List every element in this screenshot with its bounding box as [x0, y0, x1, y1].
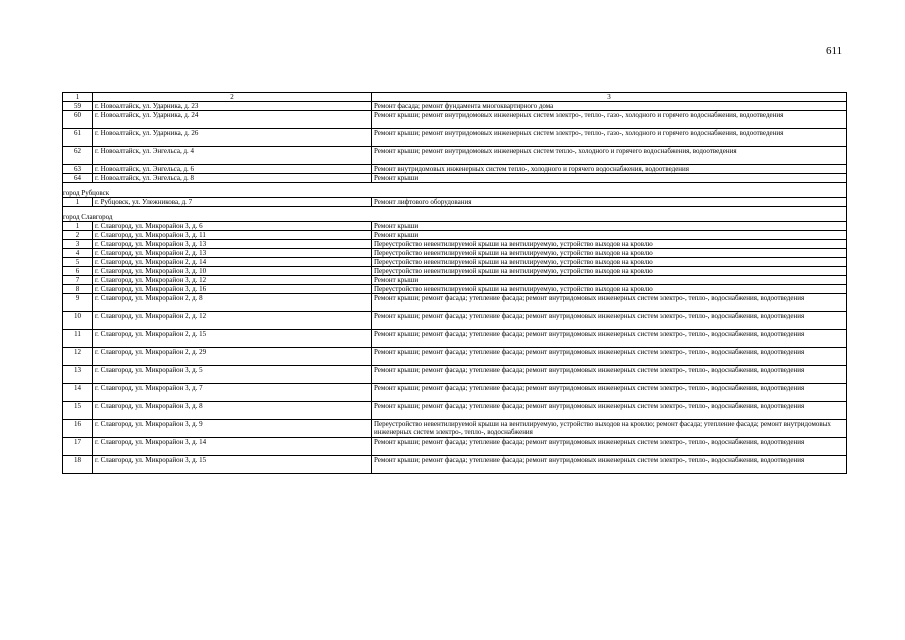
work-type-cell: Ремонт фасада; ремонт фундамента многоквартирного дома	[372, 102, 847, 111]
work-type-cell: Ремонт крыши; ремонт внутридомовых инженерных систем электро-, тепло-, газо-, холодного и горячего водоснабжения, водоотведения	[372, 111, 847, 129]
table-row	[63, 267, 847, 276]
row-number-cell: 17	[63, 438, 93, 456]
row-number-cell: 59	[63, 102, 93, 111]
address-cell: г. Славгород, ул. Микрорайон 3, д. 11	[93, 231, 372, 240]
work-type-cell: Ремонт крыши; ремонт фасада; утепление фасада; ремонт внутридомовых инженерных систем электро-, тепло-, водоснабжения, водоотведения	[372, 348, 847, 366]
table-row	[63, 456, 847, 474]
row-number-cell: 3	[63, 240, 93, 249]
table-row	[63, 111, 847, 129]
row-number-cell: 4	[63, 249, 93, 258]
table-row	[63, 102, 847, 111]
column-number: 2	[93, 93, 372, 102]
table-row	[63, 330, 847, 348]
table-row	[63, 312, 847, 330]
row-number-cell: 14	[63, 384, 93, 402]
work-type-cell: Переустройство невентилируемой крыши на вентилируемую, устройство выходов на кровлю	[372, 249, 847, 258]
table-row	[63, 285, 847, 294]
work-type-cell: Ремонт крыши; ремонт фасада; утепление фасада; ремонт внутридомовых инженерных систем электро-, тепло-, водоснабжения, водоотведения	[372, 312, 847, 330]
work-type-cell: Переустройство невентилируемой крыши на вентилируемую, устройство выходов на кровлю	[372, 267, 847, 276]
table-row	[63, 129, 847, 147]
table-row	[63, 348, 847, 366]
table-row	[63, 231, 847, 240]
work-type-cell: Ремонт крыши; ремонт фасада; утепление фасада; ремонт внутридомовых инженерных систем электро-, тепло-, водоснабжения, водоотведения	[372, 384, 847, 402]
work-type-cell: Ремонт крыши; ремонт внутридомовых инженерных систем электро-, тепло-, газо-, холодного и горячего водоснабжения, водоотведения	[372, 129, 847, 147]
address-cell: г. Новоалтайск, ул. Ударника, д. 26	[93, 129, 372, 147]
row-number-cell: 12	[63, 348, 93, 366]
work-type-cell: Ремонт лифтового оборудования	[372, 198, 847, 207]
address-cell: г. Новоалтайск, ул. Энгельса, д. 6	[93, 165, 372, 174]
address-cell: г. Славгород, ул. Микрорайон 3, д. 16	[93, 285, 372, 294]
address-cell: г. Новоалтайск, ул. Ударника, д. 24	[93, 111, 372, 129]
work-type-cell: Переустройство невентилируемой крыши на вентилируемую, устройство выходов на кровлю	[372, 240, 847, 249]
table-row	[63, 222, 847, 231]
table-row	[63, 420, 847, 438]
table-row	[63, 402, 847, 420]
address-cell: г. Новоалтайск, ул. Энгельса, д. 8	[93, 174, 372, 183]
row-number-cell: 16	[63, 420, 93, 438]
table-row	[63, 258, 847, 267]
row-number-cell: 18	[63, 456, 93, 474]
address-cell: г. Славгород, ул. Микрорайон 2, д. 12	[93, 312, 372, 330]
address-cell: г. Славгород, ул. Микрорайон 3, д. 7	[93, 384, 372, 402]
address-cell: г. Славгород, ул. Микрорайон 2, д. 15	[93, 330, 372, 348]
section-heading: город Славгород	[63, 207, 847, 222]
work-type-cell: Ремонт внутридомовых инженерных систем тепло-, холодного и горячего водоснабжения, водоотведения	[372, 165, 847, 174]
table-row	[63, 384, 847, 402]
row-number-cell: 11	[63, 330, 93, 348]
work-type-cell: Ремонт крыши; ремонт фасада; утепление фасада; ремонт внутридомовых инженерных систем электро-, тепло-, водоснабжения, водоотведения	[372, 438, 847, 456]
address-cell: г. Славгород, ул. Микрорайон 3, д. 9	[93, 420, 372, 438]
address-cell: г. Новоалтайск, ул. Ударника, д. 23	[93, 102, 372, 111]
row-number-cell: 63	[63, 165, 93, 174]
address-cell: г. Славгород, ул. Микрорайон 3, д. 5	[93, 366, 372, 384]
column-number: 1	[63, 93, 93, 102]
address-cell: г. Новоалтайск, ул. Энгельса, д. 4	[93, 147, 372, 165]
work-type-cell: Ремонт крыши; ремонт фасада; утепление фасада; ремонт внутридомовых инженерных систем электро-, тепло-, водоснабжения, водоотведения	[372, 330, 847, 348]
work-type-cell: Переустройство невентилируемой крыши на вентилируемую, устройство выходов на кровлю	[372, 258, 847, 267]
row-number-cell: 62	[63, 147, 93, 165]
work-type-cell: Ремонт крыши; ремонт внутридомовых инженерных систем тепло-, холодного и горячего водоснабжения, водоотведения	[372, 147, 847, 165]
column-number-row	[63, 93, 847, 102]
table-row	[63, 198, 847, 207]
row-number-cell: 8	[63, 285, 93, 294]
row-number-cell: 1	[63, 198, 93, 207]
section-heading-row	[63, 183, 847, 198]
row-number-cell: 2	[63, 231, 93, 240]
work-type-cell: Переустройство невентилируемой крыши на вентилируемую, устройство выходов на кровлю	[372, 285, 847, 294]
address-cell: г. Славгород, ул. Микрорайон 3, д. 6	[93, 222, 372, 231]
table-row	[63, 366, 847, 384]
row-number-cell: 1	[63, 222, 93, 231]
address-cell: г. Славгород, ул. Микрорайон 2, д. 14	[93, 258, 372, 267]
work-type-cell: Переустройство невентилируемой крыши на вентилируемую, устройство выходов на кровлю; ремонт фасада; утепление фасада; ремонт внутридомовых инженерных систем электро-, тепло-, водоснабжения	[372, 420, 847, 438]
work-type-cell: Ремонт крыши; ремонт фасада; утепление фасада; ремонт внутридомовых инженерных систем электро-, тепло-, водоснабжения, водоотведения	[372, 456, 847, 474]
address-cell: г. Славгород, ул. Микрорайон 3, д. 13	[93, 240, 372, 249]
address-cell: г. Славгород, ул. Микрорайон 3, д. 8	[93, 402, 372, 420]
table-row	[63, 147, 847, 165]
work-type-cell: Ремонт крыши; ремонт фасада; утепление фасада; ремонт внутридомовых инженерных систем электро-, тепло-, водоснабжения, водоотведения	[372, 294, 847, 312]
table-row	[63, 240, 847, 249]
page-number: 611	[826, 45, 843, 57]
row-number-cell: 5	[63, 258, 93, 267]
section-heading: город Рубцовск	[63, 183, 847, 198]
address-cell: г. Славгород, ул. Микрорайон 3, д. 14	[93, 438, 372, 456]
column-number: 3	[372, 93, 847, 102]
table-row	[63, 276, 847, 285]
table-row	[63, 174, 847, 183]
table-row	[63, 438, 847, 456]
work-type-cell: Ремонт крыши; ремонт фасада; утепление фасада; ремонт внутридомовых инженерных систем электро-, тепло-, водоснабжения, водоотведения	[372, 402, 847, 420]
row-number-cell: 15	[63, 402, 93, 420]
work-type-cell: Ремонт крыши; ремонт фасада; утепление фасада; ремонт внутридомовых инженерных систем электро-, тепло-, водоснабжения, водоотведения	[372, 366, 847, 384]
row-number-cell: 10	[63, 312, 93, 330]
row-number-cell: 6	[63, 267, 93, 276]
address-cell: г. Славгород, ул. Микрорайон 3, д. 15	[93, 456, 372, 474]
work-type-cell: Ремонт крыши	[372, 231, 847, 240]
housing-repair-table	[62, 92, 847, 474]
row-number-cell: 61	[63, 129, 93, 147]
table-row	[63, 294, 847, 312]
work-type-cell: Ремонт крыши	[372, 276, 847, 285]
row-number-cell: 60	[63, 111, 93, 129]
work-type-cell: Ремонт крыши	[372, 222, 847, 231]
address-cell: г. Славгород, ул. Микрорайон 3, д. 10	[93, 267, 372, 276]
address-cell: г. Славгород, ул. Микрорайон 2, д. 13	[93, 249, 372, 258]
table-row	[63, 165, 847, 174]
table-body	[63, 93, 847, 474]
row-number-cell: 64	[63, 174, 93, 183]
table-row	[63, 249, 847, 258]
row-number-cell: 9	[63, 294, 93, 312]
row-number-cell: 13	[63, 366, 93, 384]
address-cell: г. Славгород, ул. Микрорайон 2, д. 29	[93, 348, 372, 366]
row-number-cell: 7	[63, 276, 93, 285]
address-cell: г. Рубцовск, ул. Улежникова, д. 7	[93, 198, 372, 207]
address-cell: г. Славгород, ул. Микрорайон 3, д. 12	[93, 276, 372, 285]
address-cell: г. Славгород, ул. Микрорайон 2, д. 8	[93, 294, 372, 312]
section-heading-row	[63, 207, 847, 222]
work-type-cell: Ремонт крыши	[372, 174, 847, 183]
